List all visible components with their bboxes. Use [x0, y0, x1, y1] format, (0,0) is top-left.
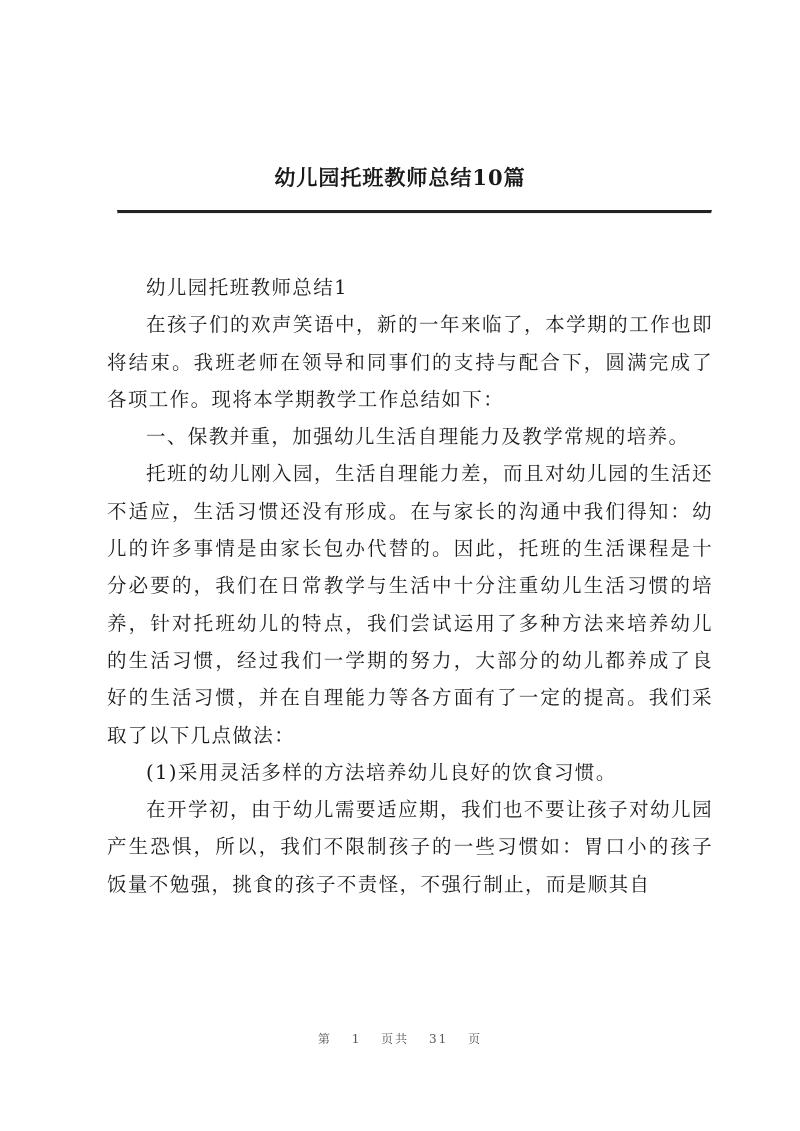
- footer-middle: 页共: [381, 1032, 410, 1046]
- footer-total-pages: 31: [429, 1032, 449, 1046]
- footer-current-page: 1: [351, 1032, 362, 1046]
- paragraph: 一、保教并重，加强幼儿生活自理能力及教学常规的培养。: [146, 425, 690, 449]
- title-underline: [117, 210, 712, 214]
- footer-suffix: 页: [468, 1032, 483, 1046]
- page-footer: [0, 1030, 800, 1047]
- paragraph: (1)采用灵活多样的方法培养幼儿良好的饮食习惯。: [146, 760, 617, 784]
- footer-prefix: 第: [317, 1032, 332, 1046]
- document-title: 幼儿园托班教师总结10篇: [274, 165, 526, 190]
- paragraph: 在开学初，由于幼儿需要适应期，我们也不要让孩子对幼儿园产生恐惧，所以，我们不限制孩子的一些习惯如：胃口小的孩子饭量不勉强，挑食的孩子不责怪，不强行制止，而是顺其自: [107, 798, 713, 896]
- section-heading: 幼儿园托班教师总结1: [146, 276, 348, 299]
- paragraph: 托班的幼儿刚入园，生活自理能力差，而且对幼儿园的生活还不适应，生活习惯还没有形成。在与家长的沟通中我们得知：幼儿的许多事情是由家长包办代替的。因此，托班的生活课程是十分必要的，我们在日常教学与生活中十分注重幼儿生活习惯的培养，针对托班幼儿的特点，我们尝试运用了多种方法来培养幼儿的生活习惯，经过我们一学期的努力，大部分的幼儿都养成了良好的生活习惯，并在自理能力等各方面有了一定的提高。我们采取了以下几点做法：: [107, 462, 713, 747]
- paragraph: 在孩子们的欢声笑语中，新的一年来临了，本学期的工作也即将结束。我班老师在领导和同事们的支持与配合下，圆满完成了各项工作。现将本学期教学工作总结如下：: [107, 313, 713, 411]
- document-body: [107, 269, 713, 903]
